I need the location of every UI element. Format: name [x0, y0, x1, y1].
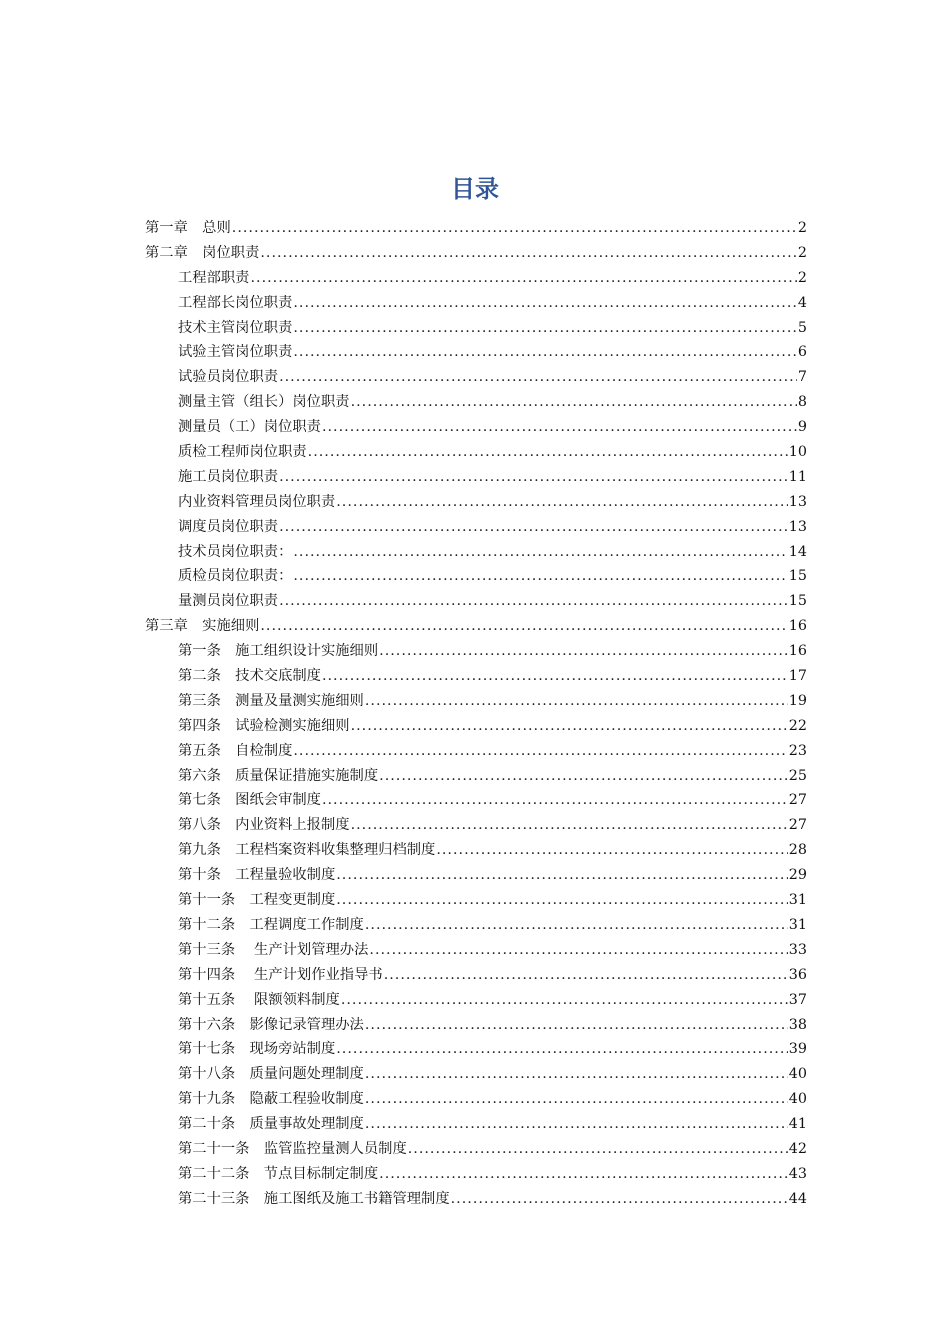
toc-page-number: 42 [788, 1140, 807, 1157]
toc-dot-leader [451, 1187, 788, 1212]
toc-dot-leader [293, 564, 787, 589]
toc-entry-title: 第八条 内业资料上报制度 [178, 817, 350, 834]
toc-dot-leader [365, 913, 788, 938]
toc-page-number: 36 [788, 966, 807, 983]
toc-entry[interactable] [145, 1187, 807, 1212]
toc-page-number: 7 [797, 369, 807, 386]
toc-entry[interactable] [145, 390, 807, 415]
toc-entry-title: 第一条 施工组织设计实施细则 [178, 643, 379, 660]
toc-page-number: 16 [788, 618, 807, 635]
toc-dot-leader [336, 490, 788, 515]
toc-dot-leader [436, 838, 787, 863]
toc-page-number: 31 [788, 916, 807, 933]
toc-page-number: 11 [788, 468, 807, 485]
toc-entry[interactable] [145, 340, 807, 365]
toc-page-number: 31 [788, 892, 807, 909]
toc-entry[interactable] [145, 614, 807, 639]
toc-entry[interactable] [145, 988, 807, 1013]
toc-dot-leader [293, 340, 797, 365]
toc-dot-leader [369, 938, 787, 963]
toc-page-number: 17 [788, 668, 807, 685]
toc-entry-title: 第十七条 现场旁站制度 [178, 1041, 336, 1058]
toc-entry[interactable] [145, 888, 807, 913]
toc-entry[interactable] [145, 490, 807, 515]
toc-entry[interactable] [145, 664, 807, 689]
toc-page-number: 33 [788, 941, 807, 958]
toc-title: 目录 [451, 175, 499, 203]
toc-page-number: 37 [788, 991, 807, 1008]
toc-entry[interactable] [145, 963, 807, 988]
toc-entry-title: 第三章 实施细则 [145, 618, 260, 635]
toc-page-number: 13 [788, 518, 807, 535]
toc-page-number: 28 [788, 842, 807, 859]
toc-entry[interactable] [145, 589, 807, 614]
toc-entry[interactable] [145, 639, 807, 664]
toc-page-number: 2 [797, 244, 807, 261]
toc-page-number: 27 [788, 817, 807, 834]
toc-entry-title: 工程部职责 [178, 269, 250, 286]
toc-page-number: 14 [788, 543, 807, 560]
toc-dot-leader [279, 365, 797, 390]
toc-entry-title: 第十五条 限额领料制度 [178, 991, 340, 1008]
toc-dot-leader [351, 390, 797, 415]
toc-entry-title: 第十九条 隐蔽工程验收制度 [178, 1091, 364, 1108]
toc-dot-leader [379, 639, 788, 664]
toc-entry-title: 第二十一条 监管监控量测人员制度 [178, 1140, 407, 1157]
toc-dot-leader [279, 465, 788, 490]
toc-entry-title: 第十四条 生产计划作业指导书 [178, 966, 383, 983]
toc-entry[interactable] [145, 938, 807, 963]
toc-entry[interactable] [145, 540, 807, 565]
toc-dot-leader [341, 988, 788, 1013]
toc-page-number: 44 [788, 1190, 807, 1207]
toc-dot-leader [250, 266, 796, 291]
toc-page-number: 2 [797, 269, 807, 286]
toc-dot-leader [322, 415, 797, 440]
toc-dot-leader [336, 888, 788, 913]
toc-page-number: 5 [797, 319, 807, 336]
toc-entry[interactable] [145, 515, 807, 540]
toc-entry-title: 技术主管岗位职责 [178, 319, 293, 336]
toc-page-number: 8 [797, 394, 807, 411]
toc-page-number: 10 [788, 444, 807, 461]
toc-dot-leader [365, 1013, 788, 1038]
toc-entry[interactable] [145, 1137, 807, 1162]
toc-entry-title: 第十一条 工程变更制度 [178, 892, 336, 909]
toc-entry[interactable] [145, 291, 807, 316]
toc-dot-leader [379, 1162, 788, 1187]
toc-entry-title: 测量主管（组长）岗位职责 [178, 394, 350, 411]
toc-entry-title: 第二十二条 节点目标制定制度 [178, 1165, 379, 1182]
toc-page-number: 6 [797, 344, 807, 361]
toc-entry[interactable] [145, 714, 807, 739]
toc-entry-title: 第十二条 工程调度工作制度 [178, 916, 364, 933]
toc-page-number: 16 [788, 643, 807, 660]
toc-page-number: 13 [788, 493, 807, 510]
toc-entry-title: 第五条 自检制度 [178, 742, 293, 759]
toc-page-number: 15 [788, 568, 807, 585]
toc-dot-leader [351, 813, 788, 838]
toc-page-number: 29 [788, 867, 807, 884]
toc-dot-leader [365, 1087, 788, 1112]
toc-entry-title: 质检工程师岗位职责 [178, 444, 307, 461]
toc-entry-title: 第二十三条 施工图纸及施工书籍管理制度 [178, 1190, 450, 1207]
toc-dot-leader [365, 1062, 788, 1087]
toc-entry-title: 第十六条 影像记录管理办法 [178, 1016, 364, 1033]
toc-dot-leader [260, 241, 797, 266]
toc-entry-title: 量测员岗位职责 [178, 593, 279, 610]
toc-entry-title: 第一章 总则 [145, 220, 231, 236]
toc-dot-leader [322, 788, 788, 813]
toc-entry-title: 第十八条 质量问题处理制度 [178, 1066, 364, 1083]
toc-dot-leader [279, 589, 788, 614]
toc-page-number: 38 [788, 1016, 807, 1033]
toc-page-number: 22 [788, 717, 807, 734]
toc-entry[interactable] [145, 863, 807, 888]
toc-entry[interactable] [145, 1013, 807, 1038]
toc-dot-leader [384, 963, 788, 988]
toc-entry-title: 内业资料管理员岗位职责 [178, 493, 336, 510]
toc-entry-title: 技术员岗位职责： [178, 543, 293, 560]
toc-entry-title: 施工员岗位职责 [178, 468, 279, 485]
toc-entry[interactable] [145, 440, 807, 465]
toc-dot-leader [293, 316, 797, 341]
toc-dot-leader [365, 689, 788, 714]
toc-entry[interactable] [145, 689, 807, 714]
toc-page-number: 25 [788, 767, 807, 784]
toc-entry-title: 第九条 工程档案资料收集整理归档制度 [178, 842, 436, 859]
toc-entry[interactable] [145, 1062, 807, 1087]
toc-page-number: 23 [788, 742, 807, 759]
toc-entry[interactable] [145, 1087, 807, 1112]
toc-entry[interactable] [145, 216, 807, 241]
toc-dot-leader [322, 664, 788, 689]
toc-entry[interactable] [145, 913, 807, 938]
toc-entry[interactable] [145, 739, 807, 764]
toc-page-number: 43 [788, 1165, 807, 1182]
toc-entry-title: 试验主管岗位职责 [178, 344, 293, 361]
toc-dot-leader [336, 1037, 788, 1062]
toc-dot-leader [336, 863, 788, 888]
toc-entry-title: 第十三条 生产计划管理办法 [178, 941, 369, 958]
toc-page-number: 4 [797, 294, 807, 311]
toc-entry[interactable] [145, 1112, 807, 1137]
toc-entry[interactable] [145, 316, 807, 341]
toc-entry[interactable] [145, 813, 807, 838]
toc-entry-title: 第六条 质量保证措施实施制度 [178, 767, 379, 784]
toc-dot-leader [293, 739, 787, 764]
toc-dot-leader [279, 515, 788, 540]
toc-entry-title: 调度员岗位职责 [178, 518, 279, 535]
toc-dot-leader [293, 291, 797, 316]
toc-entry-title: 第七条 图纸会审制度 [178, 792, 321, 809]
toc-entry[interactable] [145, 465, 807, 490]
toc-page-number: 41 [788, 1116, 807, 1133]
toc-page-number: 40 [788, 1066, 807, 1083]
toc-entry[interactable] [145, 564, 807, 589]
toc-page-number: 15 [788, 593, 807, 610]
toc-page-number: 2 [797, 220, 807, 236]
toc-entry[interactable] [145, 838, 807, 863]
toc-entry-title: 质检员岗位职责： [178, 568, 293, 585]
toc-entry-title: 工程部长岗位职责 [178, 294, 293, 311]
toc-dot-leader [365, 1112, 788, 1137]
toc-entry-title: 测量员（工）岗位职责 [178, 419, 321, 436]
toc-dot-leader [379, 764, 788, 789]
toc-entry[interactable] [145, 788, 807, 813]
toc-page-number: 40 [788, 1091, 807, 1108]
toc-page-number: 19 [788, 692, 807, 709]
toc-page-number: 39 [788, 1041, 807, 1058]
toc-entry[interactable] [145, 365, 807, 390]
toc-entry[interactable] [145, 266, 807, 291]
toc-entry-title: 第二章 岗位职责 [145, 244, 260, 261]
toc-dot-leader [232, 216, 797, 241]
toc-entry-title: 第十条 工程量验收制度 [178, 867, 336, 884]
toc-dot-leader [408, 1137, 788, 1162]
toc-entry-title: 第二十条 质量事故处理制度 [178, 1116, 364, 1133]
toc-entry[interactable] [145, 241, 807, 266]
toc-entry-title: 试验员岗位职责 [178, 369, 279, 386]
toc-dot-leader [351, 714, 788, 739]
toc-dot-leader [293, 540, 787, 565]
toc-page-number: 27 [788, 792, 807, 809]
toc-entry-title: 第三条 测量及量测实施细则 [178, 692, 364, 709]
toc-list [145, 216, 807, 1212]
toc-entry-title: 第二条 技术交底制度 [178, 668, 321, 685]
toc-entry[interactable] [145, 1162, 807, 1187]
toc-entry[interactable] [145, 764, 807, 789]
toc-entry-title: 第四条 试验检测实施细则 [178, 717, 350, 734]
toc-dot-leader [308, 440, 788, 465]
toc-entry[interactable] [145, 1037, 807, 1062]
toc-dot-leader [260, 614, 787, 639]
toc-entry[interactable] [145, 415, 807, 440]
toc-page-number: 9 [797, 419, 807, 436]
